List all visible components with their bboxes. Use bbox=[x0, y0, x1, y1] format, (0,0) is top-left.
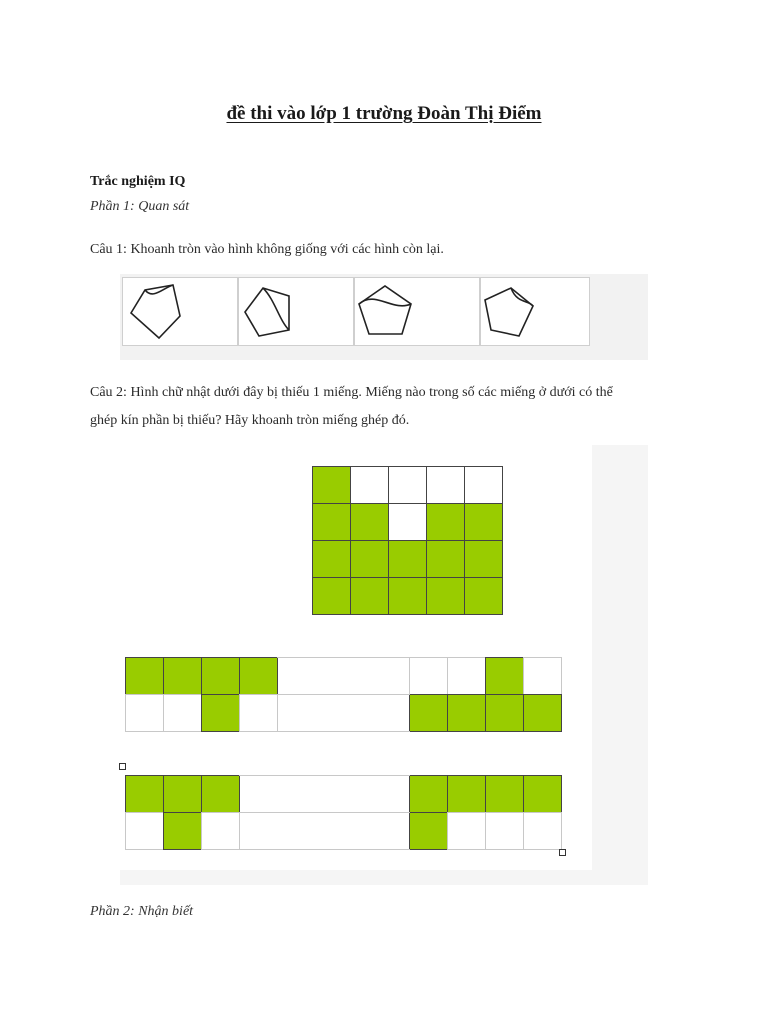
empty-cell bbox=[523, 812, 562, 850]
filled-cell bbox=[163, 812, 202, 850]
shape-option-4 bbox=[480, 277, 590, 346]
empty-cell bbox=[201, 812, 240, 850]
part-label: Phần 2: Nhận biết bbox=[90, 904, 194, 919]
filled-cell bbox=[312, 503, 351, 541]
part-label: Phần 1: Quan sát bbox=[90, 199, 190, 214]
filled-cell bbox=[350, 503, 389, 541]
filled-cell bbox=[312, 577, 351, 615]
filled-cell bbox=[447, 775, 486, 813]
empty-cell bbox=[388, 503, 427, 541]
divider-line bbox=[239, 849, 410, 850]
filled-cell bbox=[464, 503, 503, 541]
filled-cell bbox=[125, 657, 164, 695]
filled-cell bbox=[485, 694, 524, 732]
filled-cell bbox=[523, 775, 562, 813]
q1-figure-panel bbox=[120, 274, 648, 360]
filled-cell bbox=[409, 775, 448, 813]
filled-cell bbox=[312, 466, 351, 504]
question-2-line-2: ghép kín phần bị thiếu? Hãy khoanh tròn miếng ghép đó. bbox=[90, 413, 410, 428]
empty-cell bbox=[464, 466, 503, 504]
filled-cell bbox=[426, 577, 465, 615]
empty-cell bbox=[447, 812, 486, 850]
empty-cell bbox=[125, 694, 164, 732]
filled-cell bbox=[485, 657, 524, 695]
divider-line bbox=[239, 775, 410, 776]
pentagon-icon bbox=[481, 278, 589, 345]
divider-line bbox=[277, 694, 410, 695]
empty-cell bbox=[409, 657, 448, 695]
divider-line bbox=[239, 812, 410, 813]
filled-cell bbox=[464, 577, 503, 615]
question-1: Câu 1: Khoanh tròn vào hình không giống với các hình còn lại. bbox=[90, 242, 444, 257]
document-title: đề thi vào lớp 1 trường Đoàn Thị Điểm bbox=[226, 103, 542, 124]
filled-cell bbox=[201, 657, 240, 695]
filled-cell bbox=[523, 694, 562, 732]
pentagon-icon bbox=[355, 278, 479, 345]
filled-cell bbox=[350, 540, 389, 578]
filled-cell bbox=[388, 540, 427, 578]
pentagon-icon bbox=[123, 278, 237, 345]
filled-cell bbox=[239, 657, 278, 695]
empty-cell bbox=[426, 466, 465, 504]
empty-cell bbox=[388, 466, 427, 504]
filled-cell bbox=[426, 503, 465, 541]
empty-cell bbox=[523, 657, 562, 695]
filled-cell bbox=[125, 775, 164, 813]
filled-cell bbox=[388, 577, 427, 615]
divider-line bbox=[277, 731, 410, 732]
filled-cell bbox=[163, 775, 202, 813]
filled-cell bbox=[163, 657, 202, 695]
corner-marker bbox=[119, 763, 126, 770]
corner-marker bbox=[559, 849, 566, 856]
empty-cell bbox=[485, 812, 524, 850]
empty-cell bbox=[350, 466, 389, 504]
filled-cell bbox=[201, 694, 240, 732]
divider-line bbox=[277, 657, 410, 658]
shape-option-1 bbox=[122, 277, 238, 346]
filled-cell bbox=[201, 775, 240, 813]
filled-cell bbox=[485, 775, 524, 813]
shape-option-2 bbox=[238, 277, 354, 346]
filled-cell bbox=[350, 577, 389, 615]
empty-cell bbox=[239, 694, 278, 732]
pentagon-icon bbox=[239, 278, 353, 345]
question-2 bbox=[90, 379, 670, 435]
filled-cell bbox=[409, 812, 448, 850]
empty-cell bbox=[447, 657, 486, 695]
filled-cell bbox=[447, 694, 486, 732]
filled-cell bbox=[409, 694, 448, 732]
section-heading: Trắc nghiệm IQ bbox=[90, 174, 186, 189]
empty-cell bbox=[163, 694, 202, 732]
question-2-line-1: Câu 2: Hình chữ nhật dưới đây bị thiếu 1 miếng. Miếng nào trong số các miếng ở dưới có thể bbox=[90, 385, 613, 400]
shape-option-3 bbox=[354, 277, 480, 346]
filled-cell bbox=[312, 540, 351, 578]
filled-cell bbox=[464, 540, 503, 578]
filled-cell bbox=[426, 540, 465, 578]
empty-cell bbox=[125, 812, 164, 850]
